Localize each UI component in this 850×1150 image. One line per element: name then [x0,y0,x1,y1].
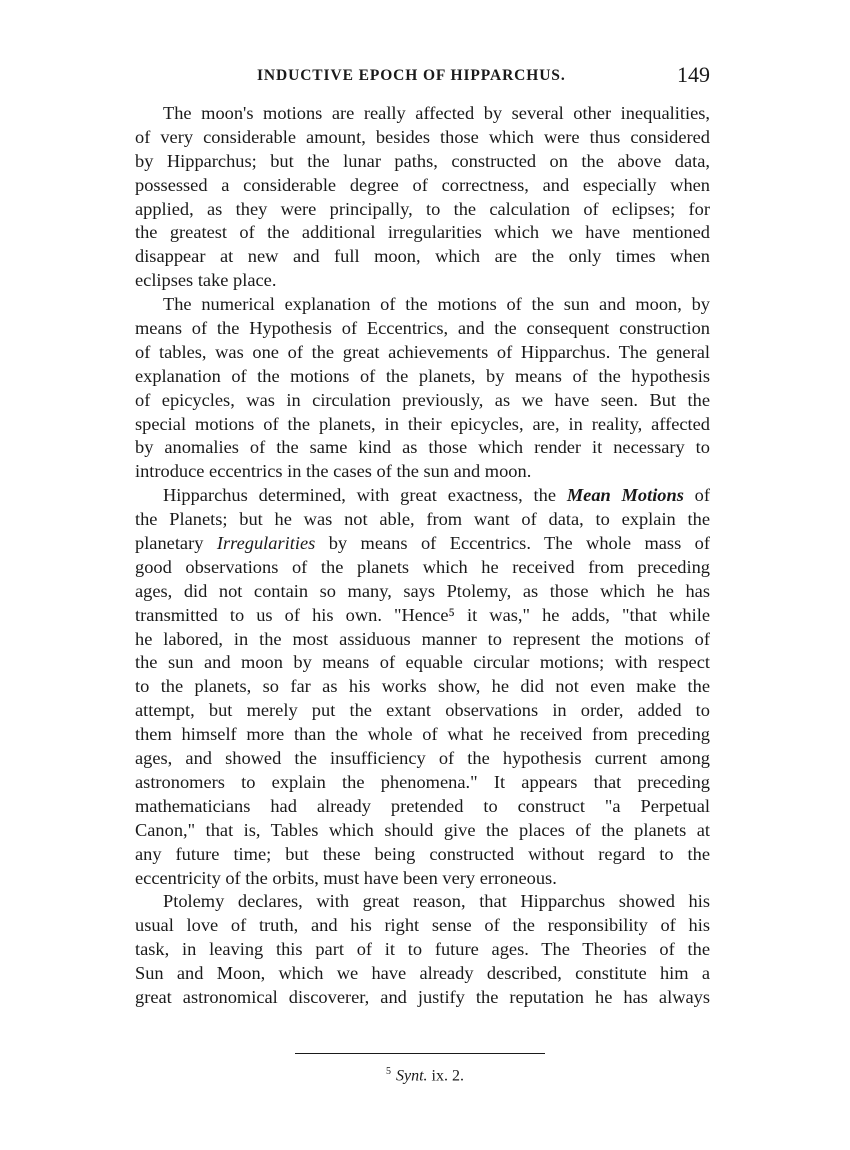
text-line: astronomers to explain the phenomena." It appears that preceding [135,771,710,792]
text-line: special motions of the planets, in their epicycles, are, in reality, affected [135,413,710,434]
footnote-ref: ix. 2. [431,1067,464,1085]
text-line: The numerical explanation of the motions of the sun and moon, by [163,294,710,315]
text-line: the sun and moon by means of equable circular motions; with respect [135,652,710,673]
text-line: ages, did not contain so many, says Ptolemy, as those which he has [135,580,710,601]
text-line: of tables, was one of the great achievements of Hipparchus. The general [135,341,710,362]
text-line: task, in leaving this part of it to future ages. The Theories of the [135,939,710,960]
text-line: mathematicians had already pretended to construct "a Perpetual [135,795,710,816]
text-line: by anomalies of the same kind as those which render it necessary to [135,437,710,458]
text-line: Canon," that is, Tables which should give the places of the planets at [135,819,710,840]
text-line: eccentricity of the orbits, must have been very erroneous. [135,867,557,888]
text-line: to the planets, so far as his works show, he did not even make the [135,676,710,697]
text-line: introduce eccentrics in the cases of the sun and moon. [135,461,532,482]
text-line: them himself more than the whole of what he received from preceding [135,724,710,745]
text-line: by Hipparchus; but the lunar paths, constructed on the above data, [135,150,710,171]
running-head [135,62,710,92]
text-line: any future time; but these being constructed without regard to the [135,843,710,864]
text-line: Sun and Moon, which we have already described, constitute him a [135,963,710,984]
text-line: planetary Irregularities by means of Eccentrics. The whole mass of [135,533,710,554]
text-line: attempt, but merely put the extant observations in order, added to [135,700,710,721]
body-text [135,102,710,1010]
text-line: great astronomical discoverer, and justify the reputation he has always [135,986,710,1007]
text-line: of very considerable amount, besides those which were thus considered [135,126,710,147]
text-line: good observations of the planets which he received from preceding [135,556,710,577]
text-line: explanation of the motions of the planets, by means of the hypothesis [135,365,710,386]
footnote-rule [295,1053,545,1054]
text-line: transmitted to us of his own. "Hence⁵ it was," he adds, "that while [135,604,710,625]
text-line: possessed a considerable degree of correctness, and especially when [135,174,710,195]
text-line: of epicycles, was in circulation previously, as we have seen. But the [135,389,710,410]
footnote-marker: 5 [386,1066,391,1077]
text-line: applied, as they were principally, to the calculation of eclipses; for [135,198,710,219]
text-line: disappear at new and full moon, which are the only times when [135,246,710,267]
running-title: INDUCTIVE EPOCH OF HIPPARCHUS. [257,67,566,84]
text-line: he labored, in the most assiduous manner to represent the motions of [135,628,710,649]
text-line: usual love of truth, and his right sense of the responsibility of his [135,915,710,936]
text-line: Hipparchus determined, with great exactness, the Mean Motions of [163,485,710,506]
footnote [0,1066,850,1085]
page-number: 149 [677,62,710,87]
text-line: The moon's motions are really affected by several other inequalities, [163,103,710,123]
text-line: the Planets; but he was not able, from want of data, to explain the [135,509,710,530]
text-line: ages, and showed the insufficiency of the hypothesis current among [135,748,710,769]
text-line: Ptolemy declares, with great reason, that Hipparchus showed his [163,891,710,912]
footnote-source: Synt. [396,1067,428,1085]
text-line: means of the Hypothesis of Eccentrics, and the consequent construction [135,318,710,339]
text-line: the greatest of the additional irregularities which we have mentioned [135,222,710,243]
text-line: eclipses take place. [135,270,277,291]
